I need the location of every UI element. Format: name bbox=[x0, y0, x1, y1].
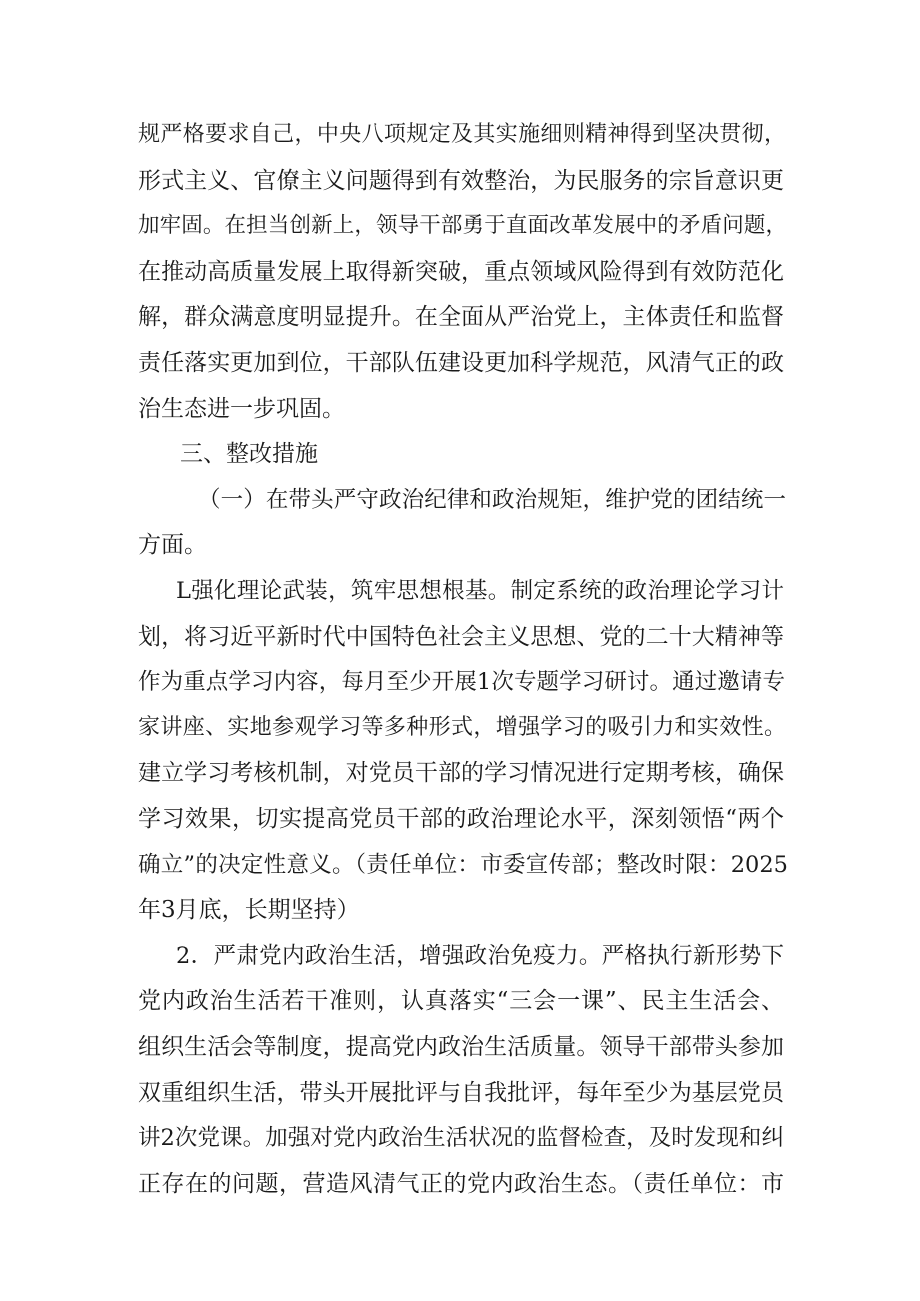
text-line: 讲2次党课。加强对党内政治生活状况的监督检查，及时发现和纠 bbox=[138, 1125, 784, 1151]
text-line: 治生态进一步巩固。 bbox=[138, 396, 345, 422]
text-line: 加牢固。在担当创新上，领导干部勇于直面改革发展中的矛盾问题， bbox=[138, 213, 787, 238]
text-line: 划，将习近平新时代中国特色社会主义思想、党的二十大精神等 bbox=[138, 624, 784, 650]
text-line: 组织生活会等制度，提高党内政治生活质量。领导干部带头参加 bbox=[138, 1034, 784, 1060]
text-line: 双重组织生活，带头开展批评与自我批评，每年至少为基层党员 bbox=[138, 1080, 784, 1106]
text-line: 确立”的决定性意义。（责任单位：市委宣传部；整改时限：2025 bbox=[138, 852, 788, 878]
text-line: 责任落实更加到位，干部队伍建设更加科学规范，风清气正的政 bbox=[138, 350, 784, 376]
text-line: 作为重点学习内容，每月至少开展1次专题学习研讨。通过邀请专 bbox=[138, 669, 785, 695]
text-line: 家讲座、实地参观学习等多种形式，增强学习的吸引力和实效性。 bbox=[138, 715, 786, 740]
subsection-heading: （一）在带头严守政治纪律和政治规矩，维护党的团结统一 bbox=[198, 487, 786, 513]
text-line: 解，群众满意度明显提升。在全面从严治党上，主体责任和监督 bbox=[138, 304, 784, 330]
text-line: 在推动高质量发展上取得新突破，重点领域风险得到有效防范化 bbox=[138, 259, 784, 285]
subsection-heading-cont: 方面。 bbox=[138, 532, 207, 558]
text-line: 规严格要求自己，中央八项规定及其实施细则精神得到坚决贯彻， bbox=[138, 122, 786, 147]
section-heading: 三、整改措施 bbox=[180, 441, 318, 467]
text-line: 正存在的问题，营造风清气正的党内政治生态。（责任单位：市 bbox=[138, 1171, 784, 1197]
text-line: 党内政治生活若干准则，认真落实“三会一课”、民主生活会、 bbox=[138, 988, 784, 1014]
text-line: 2．严肃党内政治生活，增强政治免疫力。严格执行新形势下 bbox=[176, 943, 784, 969]
text-line: 年3月底，长期坚持） bbox=[138, 897, 360, 923]
text-line: L强化理论武装，筑牢思想根基。制定系统的政治理论学习计 bbox=[176, 578, 784, 604]
text-line: 建立学习考核机制，对党员干部的学习情况进行定期考核，确保 bbox=[138, 760, 784, 786]
text-line: 学习效果，切实提高党员干部的政治理论水平，深刻领悟“两个 bbox=[138, 806, 784, 832]
text-line: 形式主义、官僚主义问题得到有效整治，为民服务的宗旨意识更 bbox=[138, 168, 784, 194]
